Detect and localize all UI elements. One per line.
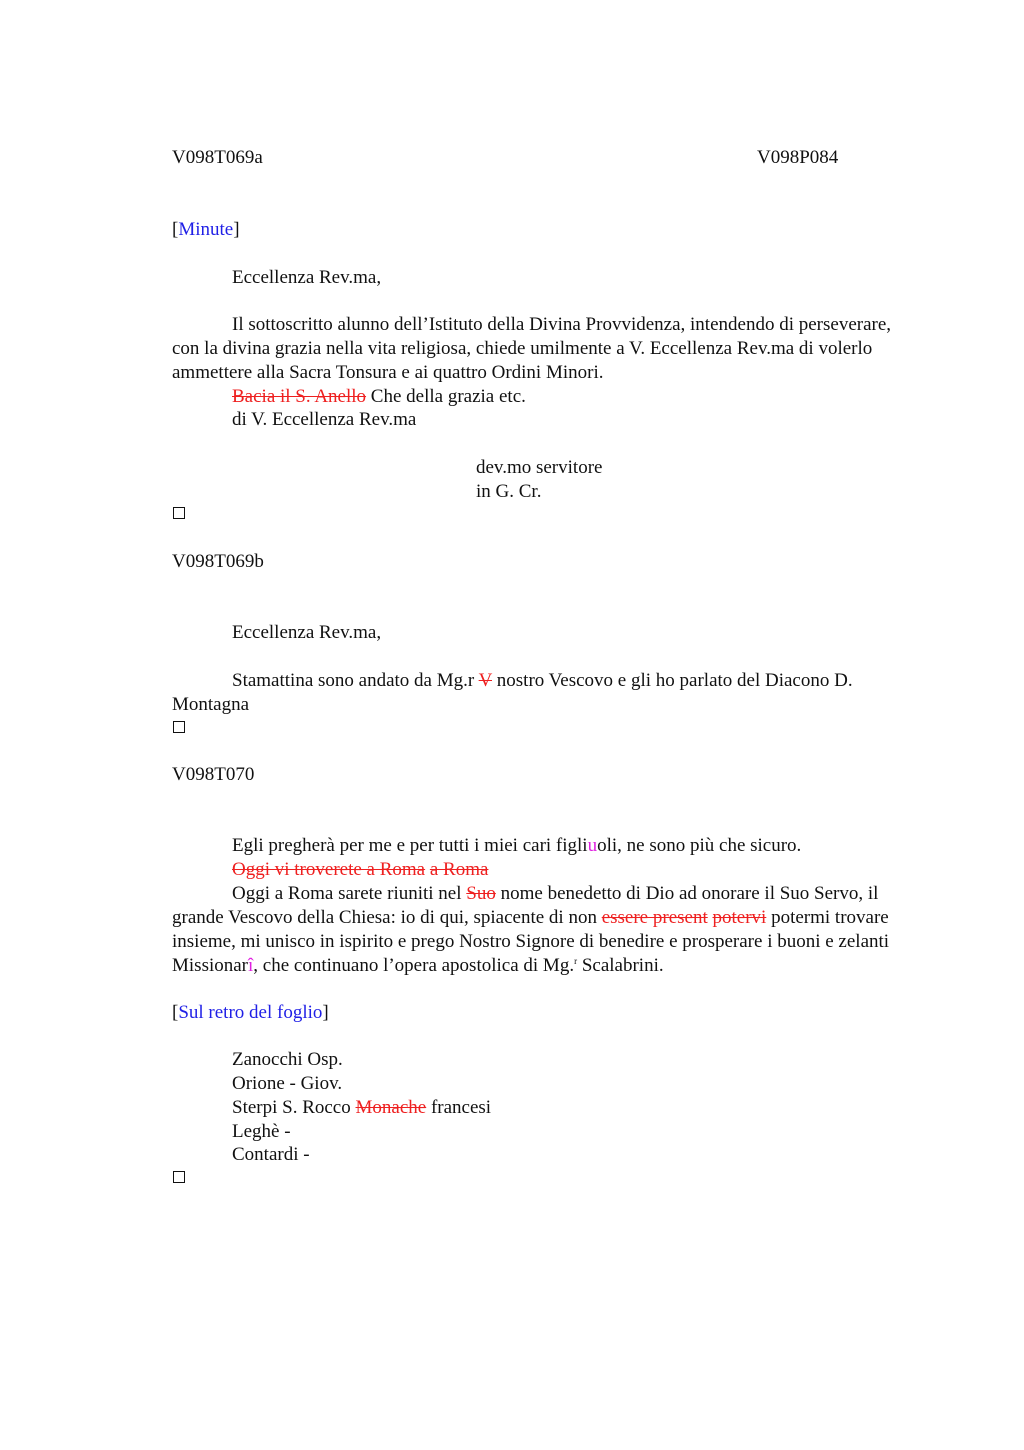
inserted-text: î [248, 955, 254, 976]
body-text: Scalabrini. [577, 955, 664, 976]
section-label-text: Sul retro del foglio [178, 1002, 323, 1023]
body-text: nome benedetto di Dio ad onorare il Suo Servo, il grande Vescovo della Chiesa: io di qui, spiacente di non [172, 883, 879, 928]
section-label-verso: [Sul retro del foglio] [172, 1002, 329, 1023]
deleted-text: Monache [355, 1097, 427, 1118]
body-text: nostro Vescovo e gli ho parlato del Diacono D. Montagna [172, 670, 853, 715]
list-item: Contardi - [232, 1144, 310, 1165]
deleted-line [232, 858, 488, 882]
body-text: potermi trovare insieme, mi unisco in ispirito e prego Nostro Signore di benedire e prosperare i buoni e zelanti Missionar [172, 907, 890, 976]
document-id: V098T069a [172, 147, 263, 168]
deleted-text: essere present [601, 907, 708, 928]
body-text: oli, ne sono più che sicuro. [597, 835, 802, 856]
inserted-text: u [587, 835, 598, 856]
list-item: Zanocchi Osp. [232, 1049, 343, 1070]
separator-box [173, 721, 185, 733]
letter-body [172, 882, 917, 978]
body-text: Oggi a Roma sarete riuniti nel [232, 883, 467, 904]
signature-line-2: in G. Cr. [476, 481, 542, 502]
deleted-text: potervi [712, 907, 767, 928]
section-label-text: Minute [178, 219, 234, 240]
separator-box [173, 507, 185, 519]
deleted-text: Suo [466, 883, 496, 904]
deleted-text: a Roma [429, 859, 489, 880]
body-text: , che continuano l’opera apostolica di Mg. [253, 955, 575, 976]
deleted-text: Bacia il S. Anello [232, 386, 367, 407]
body-text: Sterpi S. Rocco [232, 1097, 356, 1118]
body-text: Stamattina sono andato da Mg.r [232, 670, 479, 691]
document-id: V098T069b [172, 551, 264, 572]
signature-line-1: dev.mo servitore [476, 457, 603, 478]
page-id: V098P084 [757, 147, 839, 168]
salutation: Eccellenza Rev.ma, [232, 622, 382, 643]
separator-box [173, 1171, 185, 1183]
list-item: Orione - Giov. [232, 1073, 343, 1094]
deleted-text: V [478, 670, 493, 691]
list-item: Leghè - [232, 1121, 291, 1142]
closing-line [232, 385, 526, 409]
body-text: francesi [426, 1097, 492, 1118]
document-id: V098T070 [172, 764, 255, 785]
deleted-text: Oggi vi troverete a Roma [232, 859, 426, 880]
letter-body: Il sottoscritto alunno dell’Istituto della Divina Provvidenza, intendendo di perseverare, con la divina grazia nella vita religiosa, chiede umilmente a V. Eccellenza Rev.ma di volerlo ammettere alla Sacra Tonsura e ai quattro Ordini Minori. [172, 314, 892, 383]
closing-text: Che della grazia etc. [366, 386, 526, 407]
body-text: Egli pregherà per me e per tutti i miei cari figli [232, 835, 588, 856]
letter-line-1 [232, 834, 801, 858]
list-item [232, 1096, 491, 1120]
letter-body [172, 669, 917, 717]
salutation: Eccellenza Rev.ma, [232, 267, 382, 288]
closing-line-2: di V. Eccellenza Rev.ma [232, 409, 417, 430]
superscript: r [574, 956, 578, 966]
section-label-minute: [Minute] [172, 219, 240, 240]
